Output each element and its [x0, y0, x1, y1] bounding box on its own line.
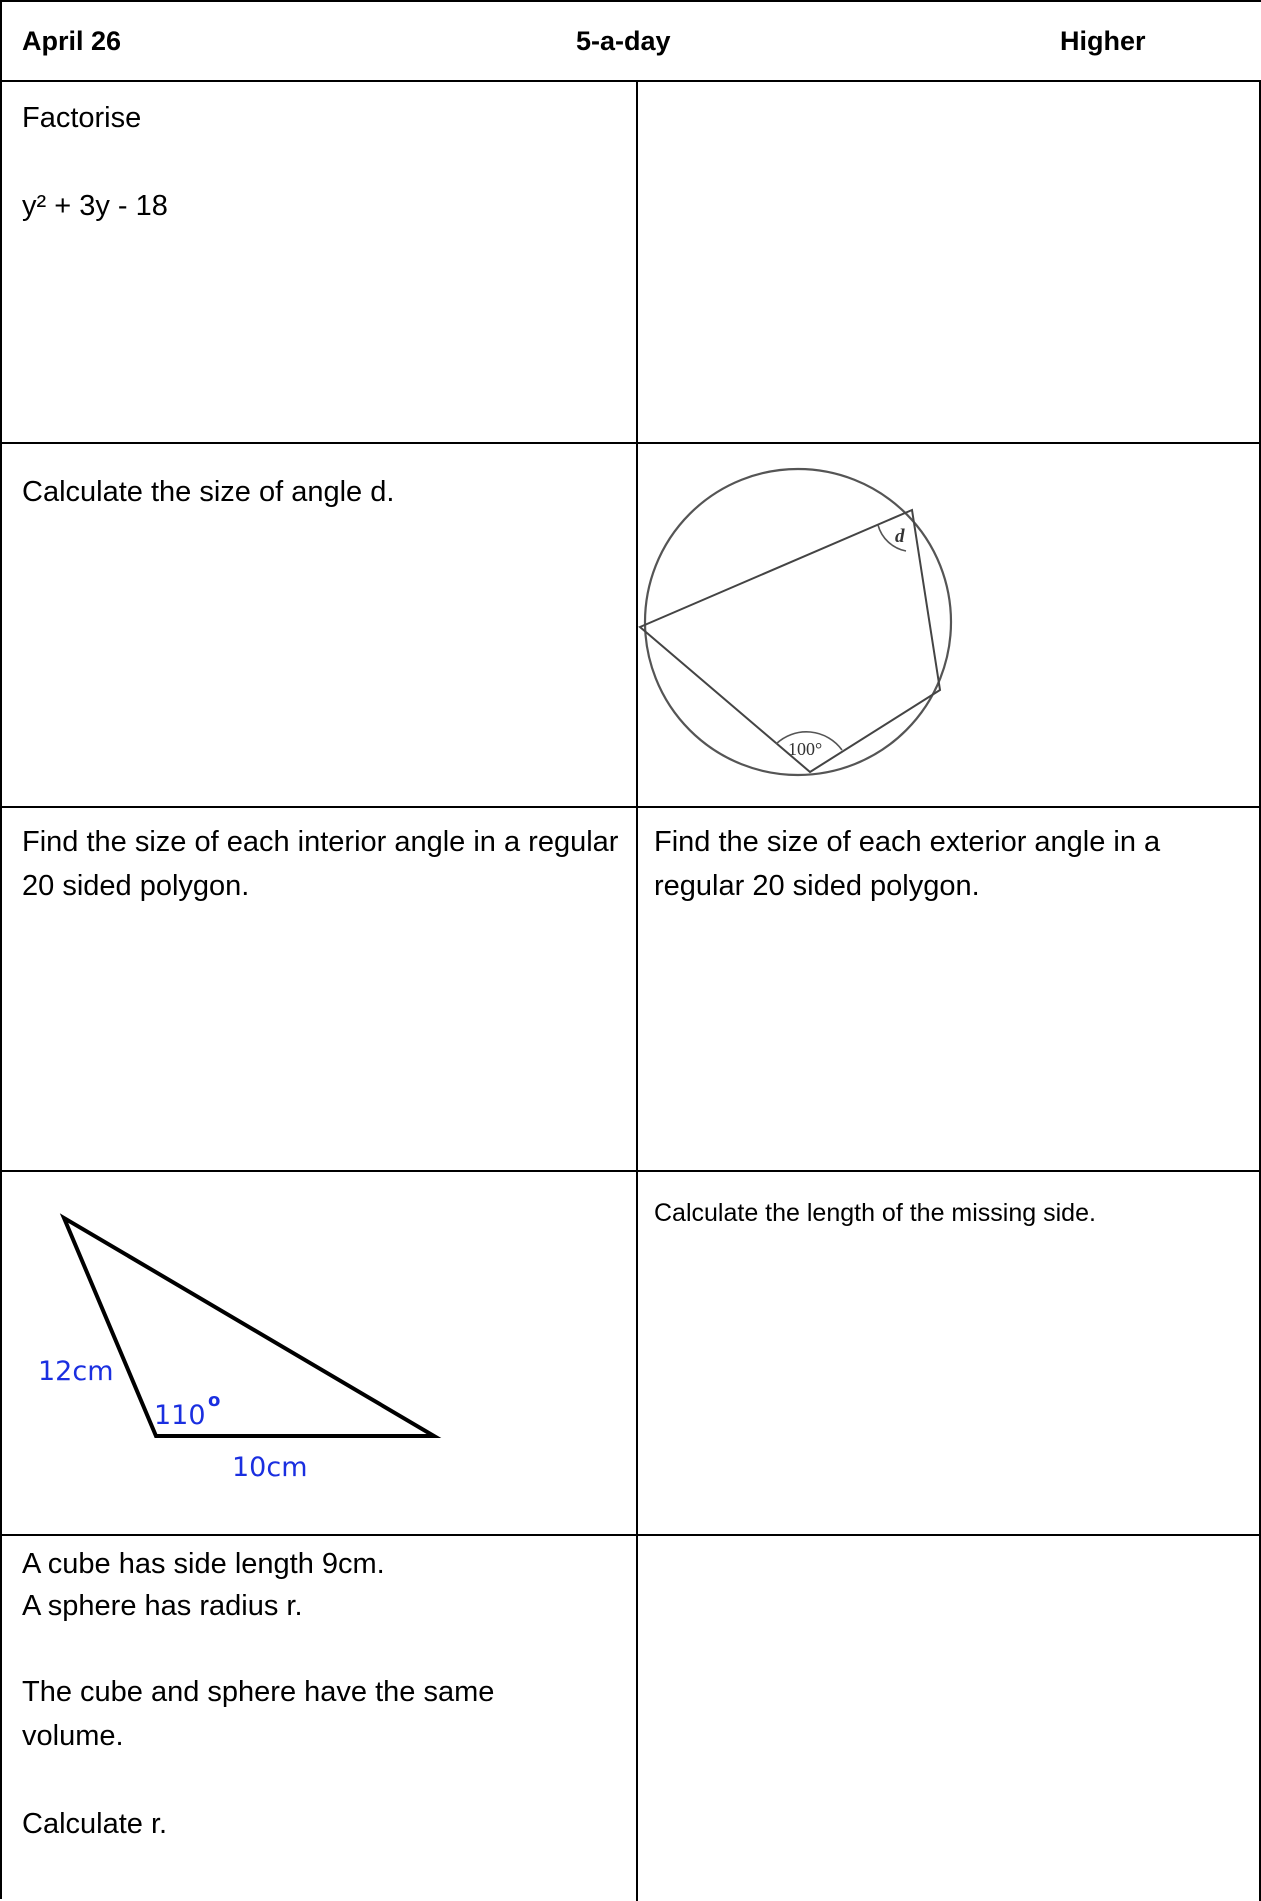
circle-outline: [645, 469, 951, 775]
q2-prompt: Calculate the size of angle d.: [22, 476, 395, 508]
q1-instruction: Factorise: [22, 102, 142, 134]
question-4-text-cell: [636, 1170, 1261, 1536]
q5-line1: A cube has side length 9cm.: [22, 1548, 385, 1580]
q3-right-prompt: Find the size of each exterior angle in a regular 20 sided polygon.: [654, 826, 1169, 902]
q3-left-prompt: Find the size of each interior angle in a regular 20 sided polygon.: [22, 826, 627, 902]
quadrilateral: [640, 510, 940, 772]
triangle-shape: [64, 1218, 434, 1436]
q5-line2: A sphere has radius r.: [22, 1590, 303, 1622]
question-1-answer-cell: [636, 80, 1261, 444]
question-1-cell: [2, 80, 638, 444]
cyclic-quadrilateral-diagram: [636, 442, 1261, 808]
header-level: Higher: [1060, 26, 1146, 56]
question-3-right-cell: [636, 806, 1261, 1172]
angle-degree-mark: o: [208, 1390, 221, 1411]
question-5-cell: [2, 1534, 638, 1901]
worksheet-header: [2, 2, 1261, 82]
angle-d-label: d: [895, 526, 905, 547]
question-3-left-cell: [2, 806, 638, 1172]
side-12cm-label: 12cm: [38, 1356, 114, 1387]
q5-line4: Calculate r.: [22, 1808, 168, 1840]
header-title: 5-a-day: [576, 26, 671, 56]
question-5-answer-cell: [636, 1534, 1261, 1901]
triangle-diagram: [2, 1170, 638, 1536]
question-2-cell: [2, 442, 638, 808]
question-4-diagram-cell: [2, 1170, 638, 1536]
question-2-diagram-cell: [636, 442, 1261, 808]
header-date: April 26: [22, 26, 122, 56]
side-10cm-label: 10cm: [232, 1452, 308, 1483]
angle-100-label: 100°: [788, 739, 823, 759]
angle-110-label: 110: [154, 1400, 206, 1431]
q5-line3: The cube and sphere have the same volume.: [22, 1676, 503, 1752]
q1-expression: y² + 3y - 18: [22, 190, 168, 222]
q4-prompt: Calculate the length of the missing side.: [654, 1199, 1096, 1227]
